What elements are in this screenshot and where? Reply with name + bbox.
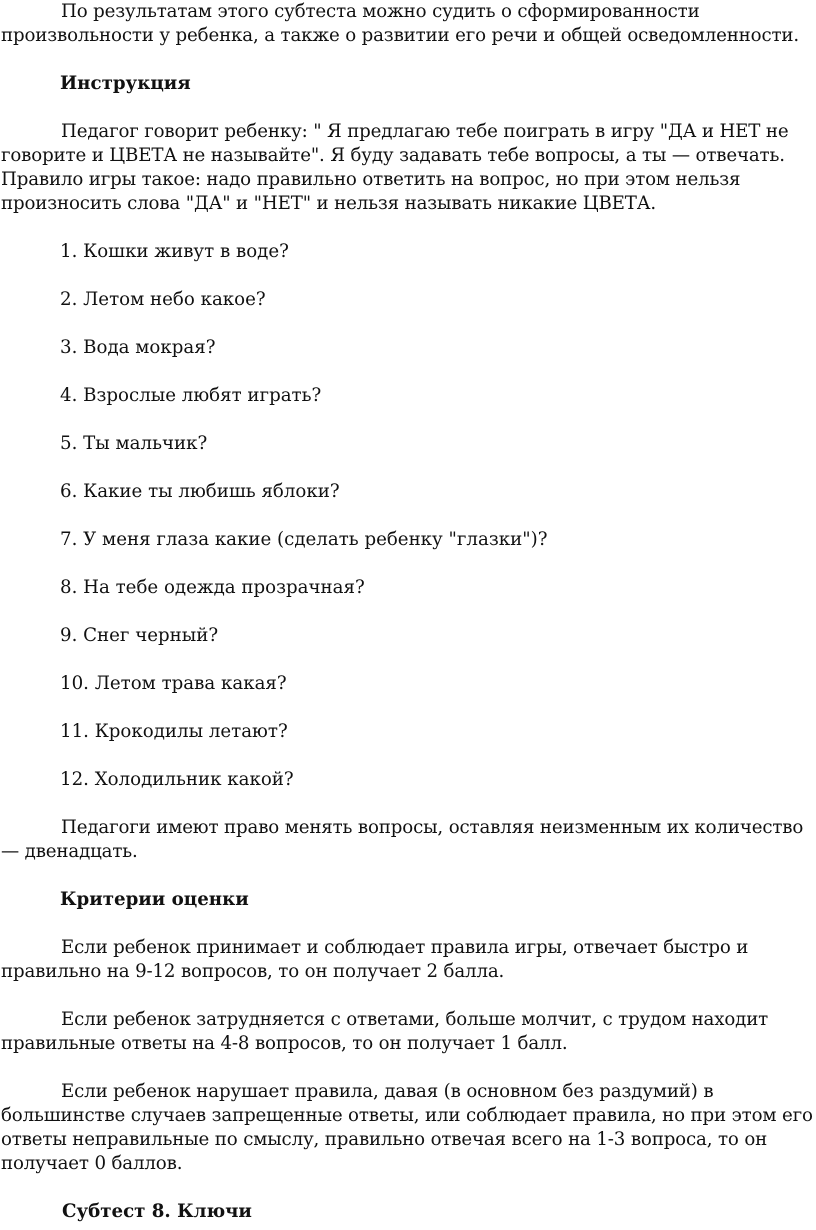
criteria-paragraph-1 [1, 936, 813, 984]
question-3: 3. Вода мокрая? [60, 337, 216, 358]
note-text: Педагоги имеют право менять вопросы, оставляя неизменным их количество — двенадцать. [1, 817, 804, 862]
question-12: 12. Холодильник какой? [60, 769, 294, 790]
criteria-heading: Критерии оценки [60, 889, 249, 910]
question-6: 6. Какие ты любишь яблоки? [60, 481, 340, 502]
question-1: 1. Кошки живут в воде? [60, 241, 289, 262]
instruction-paragraph [1, 120, 813, 216]
intro-text: По результатам этого субтеста можно судить о сформированности произвольности у ребенка, а также о развитии его речи и общей осведомленности. [1, 1, 800, 46]
criteria-text-1: Если ребенок принимает и соблюдает правила игры, отвечает быстро и правильно на 9-12 вопросов, то он получает 2 балла. [1, 937, 749, 982]
criteria-paragraph-3 [1, 1080, 813, 1176]
instruction-text: Педагог говорит ребенку: " Я предлагаю тебе поиграть в игру "ДА и НЕТ не говорите и ЦВЕТА не называйте". Я буду задавать тебе вопросы, а ты — отвечать. Правило игры такое: надо правильно ответить на вопрос, но при этом нельзя произносить слова "ДА" и "НЕТ" и нельзя называть никакие ЦВЕТА. [1, 121, 789, 214]
criteria-paragraph-2 [1, 1008, 813, 1056]
criteria-text-2: Если ребенок затрудняется с ответами, больше молчит, с трудом находит правильные ответы на 4-8 вопросов, то он получает 1 балл. [1, 1009, 769, 1054]
question-10: 10. Летом трава какая? [60, 673, 287, 694]
intro-paragraph [1, 0, 813, 48]
question-4: 4. Взрослые любят играть? [60, 385, 322, 406]
question-9: 9. Снег черный? [60, 625, 219, 646]
question-7: 7. У меня глаза какие (сделать ребенку "глазки")? [60, 529, 548, 550]
question-5: 5. Ты мальчик? [60, 433, 208, 454]
question-11: 11. Крокодилы летают? [60, 721, 288, 742]
note-paragraph [1, 816, 813, 864]
instruction-heading: Инструкция [60, 73, 191, 94]
next-subtest-heading: Субтест 8. Ключи [62, 1201, 252, 1222]
criteria-text-3: Если ребенок нарушает правила, давая (в основном без раздумий) в большинстве случаев запрещенные ответы, или соблюдает правила, но при этом его ответы неправильные по смыслу, правильно отвечая всего на 1-3 вопроса, то он получает 0 баллов. [1, 1081, 813, 1174]
question-2: 2. Летом небо какое? [60, 289, 266, 310]
question-8: 8. На тебе одежда прозрачная? [60, 577, 365, 598]
